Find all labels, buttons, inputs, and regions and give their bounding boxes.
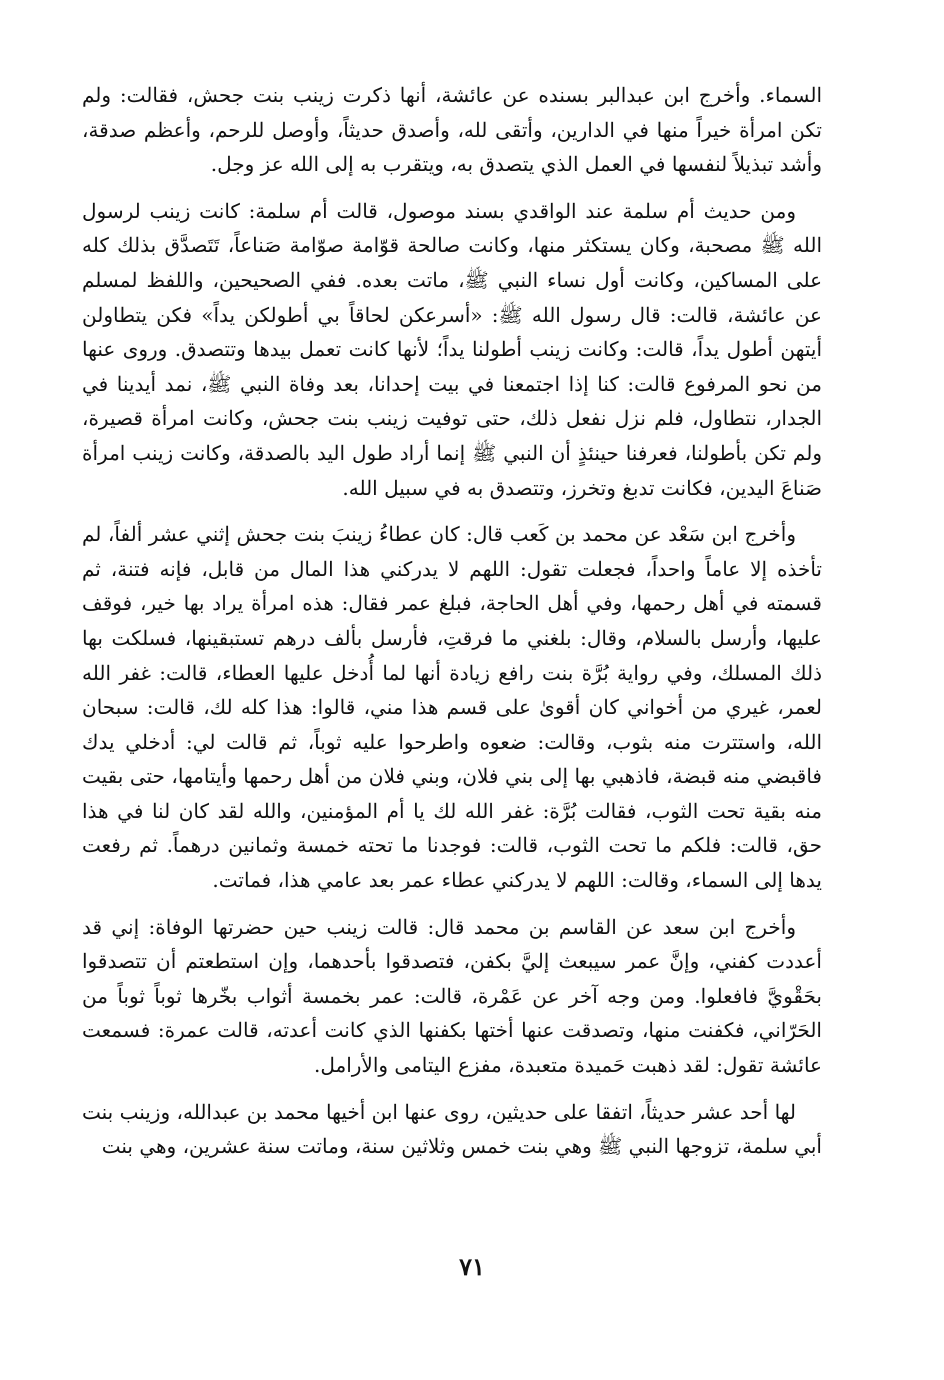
paragraph-1: السماء. وأخرج ابن عبدالبر بسنده عن عائشة، أنها ذكرت زينب بنت جحش، فقالت: ولم تكن امرأة خيراً منها في الدارين، وأتقى لله، وأصدق حديثاً، وأوصل للرحم، وأعظم صدقة، وأشد تبذيلاً لنفسها في العمل الذي يتصدق به، ويتقرب به إلى الله عز وجل. bbox=[82, 83, 823, 177]
paragraph-5: لها أحد عشر حديثاً، اتفقا على حديثين، روى عنها ابن أخيها محمد بن عبدالله، وزينب بنت أبي سلمة، تزوجها النبي ﷺ وهي بنت خمس وثلاثين سنة، وماتت سنة عشرين، وهي بنت bbox=[82, 1099, 822, 1159]
paragraph-2: ومن حديث أم سلمة عند الواقدي بسند موصول، قالت أم سلمة: كانت زينب لرسول الله ﷺ مصحبة، وكان يستكثر منها، وكانت صالحة قوّامة صوّامة صَناعاً، تَتَصدَّق بذلك كله على المساكين، وكانت أول نساء النبي ﷺ، ماتت بعده. ففي الصحيحين، واللفظ لمسلم عن عائشة، قالت: قال رسول الله ﷺ: «أسرعكن لحاقاً بي أطولكن يداً» فكن يتطاولن أيتهن أطول يداً، قالت: وكانت زينب أطولنا يداً؛ لأنها كانت تعمل بيدها وتتصدق. وروى عنها من نحو المرفوع قالت: كنا إذا اجتمعنا في بيت إحدانا، بعد وفاة النبي ﷺ، نمد أيدينا في الجدار، نتطاول، فلم نزل نفعل ذلك، حتى توفيت زينب بنت جحش، وكانت امرأة قصيرة، ولم تكن بأطولنا، فعرفنا حينئذٍ أن النبي ﷺ إنما أراد طول اليد بالصدقة، وكانت زينب امرأة صَناعَ اليدين، فكانت تدبغ وتخرز، وتتصدق به في سبيل الله. bbox=[82, 198, 822, 500]
paragraph-3: وأخرج ابن سَعْد عن محمد بن كَعب قال: كان عطاءُ زينبَ بنت جحش إثني عشر ألفاً، لم تأخذه إلا عاماً واحداً، فجعلت تقول: اللهم لا يدركني هذا المال من قابل، فإنه فتنة، ثم قسمته في أهل رحمها، وفي أهل الحاجة، فبلغ عمر فقال: هذه امرأة يراد بها خير، فوقف عليها، وأرسل بالسلام، وقال: بلغني ما فرقتِ، فأرسل بألف درهم تستبقينها، فسلكت بها ذلك المسلك، وفي رواية بُرَّة بنت رافع زيادة أنها لما أُدخل عليها العطاء، قالت: غفر الله لعمر، غيري من أخواني كان أقوىٰ على قسم هذا مني، قالوا: هذا كله لك، قالت: سبحان الله، واستترت منه بثوب، وقالت: ضعوه واطرحوا عليه ثوباً، ثم قالت لي: أدخلي يدك فاقبضي منه قبضة، فاذهبي بها إلى بني فلان، وبني فلان من أهل رحمها وأيتامها، حتى بقيت منه بقية تحت الثوب، فقالت بُرَّة: غفر الله لك يا أم المؤمنين، والله لقد كان لنا في هذا حق، قالت: فلكم ما تحت الثوب، قالت: فوجدنا ما تحته خمسة وثمانين درهماً. ثم رفعت يدها إلى السماء، وقالت: اللهم لا يدركني عطاء عمر بعد عامي هذا، فماتت. bbox=[82, 522, 823, 893]
page-body bbox=[82, 78, 822, 1176]
paragraph-4: وأخرج ابن سعد عن القاسم بن محمد قال: قالت زينب حين حضرتها الوفاة: إني قد أعددت كفني، وإنَّ عمر سيبعث إليَّ بكفن، فتصدقوا بأحدهما، وإن استطعتم أن تتصدقوا بحَقْويَّ فافعلوا. ومن وجه آخر عن عَمْرة، قالت: عمر بخمسة أثواب بخّرها ثوباً ثوباً من الحَرّاني، فكفنت منها، وتصدقت عنها أختها بكفنها الذي كانت أعدته، قالت عمرة: فسمعت عائشة تقول: لقد ذهبت حَميدة متعبدة، مفزع اليتامى والأرامل. bbox=[82, 914, 822, 1078]
page-number: ٧١ bbox=[459, 1252, 485, 1281]
